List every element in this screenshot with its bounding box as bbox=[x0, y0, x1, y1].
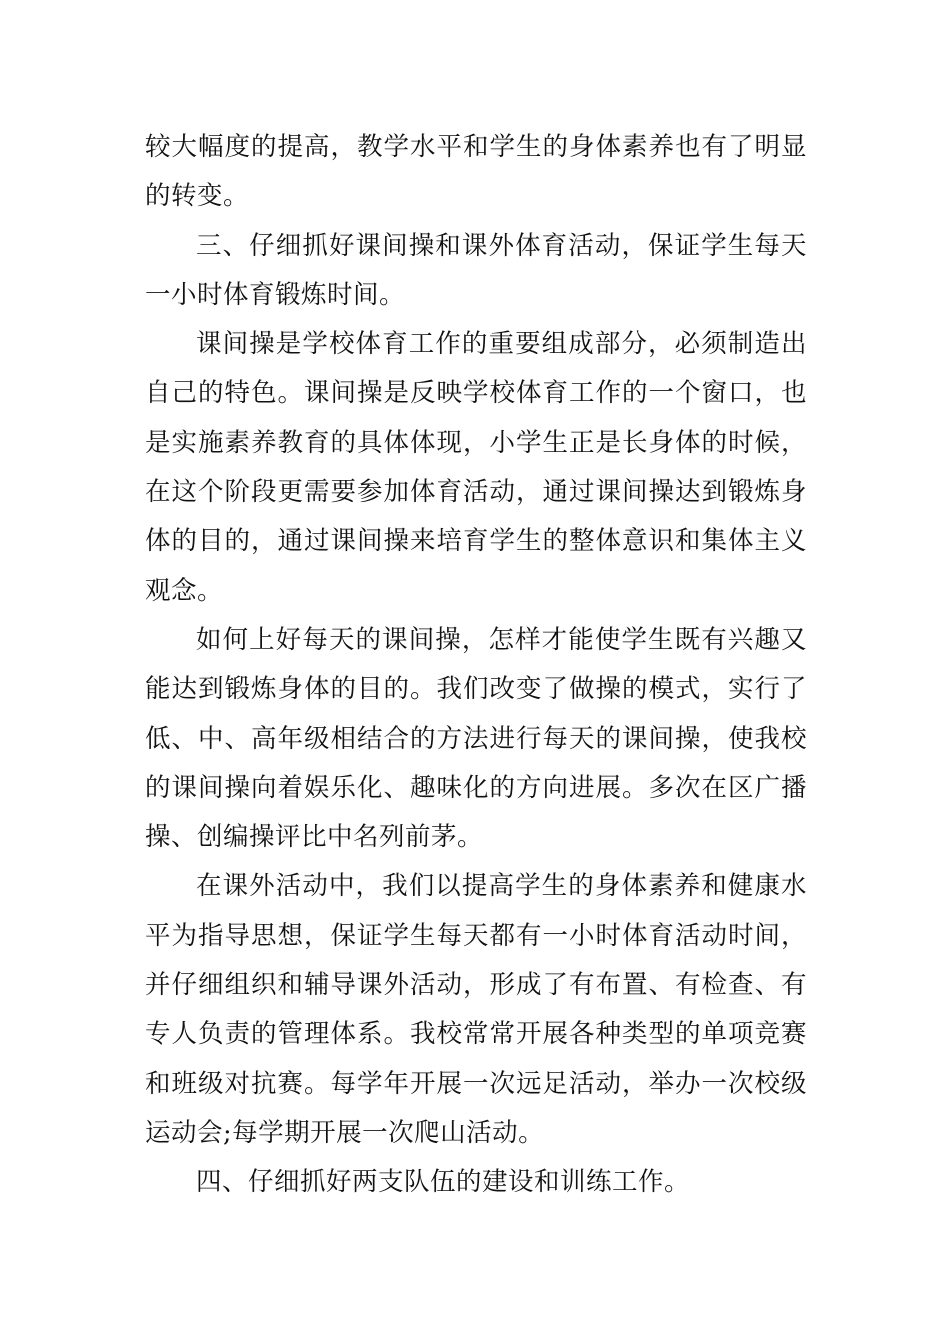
paragraph-exercise-method: 如何上好每天的课间操，怎样才能使学生既有兴趣又能达到锻炼身体的目的。我们改变了做操的模式，实行了低、中、高年级相结合的方法进行每天的课间操，使我校的课间操向着娱乐化、趣味化的方向进展。多次在区广播操、创编操评比中名列前茅。 bbox=[145, 624, 807, 853]
section-heading-4: 四、仔细抓好两支队伍的建设和训练工作。 bbox=[196, 1167, 691, 1198]
document-body bbox=[145, 123, 807, 1208]
paragraph-exercise-importance: 课间操是学校体育工作的重要组成部分，必须制造出自己的特色。课间操是反映学校体育工作的一个窗口，也是实施素养教育的具体体现，小学生正是长身体的时候，在这个阶段更需要参加体育活动，通过课间操达到锻炼身体的目的，通过课间操来培育学生的整体意识和集体主义观念。 bbox=[145, 329, 807, 606]
section-heading-3: 三、仔细抓好课间操和课外体育活动，保证学生每天一小时体育锻炼时间。 bbox=[145, 230, 807, 310]
paragraph-continuation: 较大幅度的提高，教学水平和学生的身体素养也有了明显的转变。 bbox=[145, 132, 807, 212]
paragraph-extracurricular: 在课外活动中，我们以提高学生的身体素养和健康水平为指导思想，保证学生每天都有一小时体育活动时间，并仔细组织和辅导课外活动，形成了有布置、有检查、有专人负责的管理体系。我校常常开展各种类型的单项竞赛和班级对抗赛。每学年开展一次远足活动，举办一次校级运动会;每学期开展一次爬山活动。 bbox=[145, 871, 807, 1148]
